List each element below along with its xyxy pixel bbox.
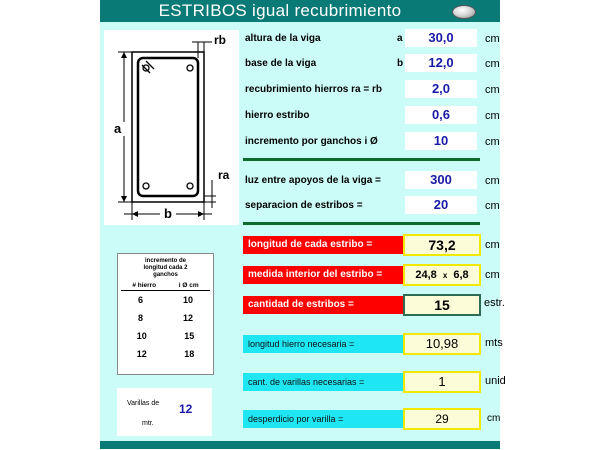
caption-line: longitud cada 2	[143, 265, 188, 271]
header-hierro: # hierro	[132, 282, 157, 289]
unit-cm: cm	[485, 269, 500, 281]
input-label-luz: luz entre apoyos de la viga =	[245, 175, 381, 186]
table-row	[118, 345, 213, 363]
label-a: a	[114, 121, 122, 136]
beam-section-diagram	[104, 30, 239, 225]
unit-unid: unid	[485, 375, 506, 387]
incremento-input[interactable]: 10	[405, 132, 477, 150]
luz-input[interactable]: 300	[405, 171, 477, 189]
unit-estr: estr.	[484, 297, 505, 309]
cell: 12	[136, 349, 147, 359]
cantidad-estribos-value: 15	[403, 294, 481, 316]
stirrup-drawing	[104, 30, 239, 225]
table-row	[118, 291, 213, 309]
varillas-length-input[interactable]: 12	[179, 402, 193, 416]
unit-mts: mts	[485, 337, 503, 349]
cell: 10	[136, 331, 147, 341]
caption-line: incremento de	[144, 258, 186, 264]
input-var-a: a	[397, 33, 403, 44]
result-label-cantidad: cantidad de estribos =	[243, 296, 403, 314]
recubrimiento-input[interactable]: 2,0	[405, 80, 477, 98]
unit-cm: cm	[485, 84, 500, 96]
hierro-estribo-input[interactable]: 0,6	[405, 106, 477, 124]
medida-b: 6,8	[453, 269, 469, 281]
divider-rule	[243, 158, 480, 161]
cell: 8	[137, 313, 143, 323]
separacion-input[interactable]: 20	[405, 196, 477, 214]
unit-cm: cm	[485, 239, 500, 251]
result-label-longitud-estribo: longitud de cada estribo =	[243, 236, 403, 254]
label-rb: rb	[214, 33, 226, 47]
bottom-bar	[100, 441, 500, 449]
cell: 15	[184, 331, 195, 341]
varillas-label: Varillas de	[127, 400, 160, 407]
cell: 10	[182, 295, 193, 305]
cell: 12	[182, 313, 193, 323]
header-incremento: i Ø cm	[178, 282, 199, 289]
input-label-recubrimiento: recubrimiento hierros ra = rb	[245, 84, 382, 95]
cell: 18	[184, 349, 195, 359]
increment-table	[117, 253, 214, 375]
beam-outline	[132, 52, 204, 202]
unit-cm: cm	[485, 136, 500, 148]
varillas-box	[117, 388, 212, 436]
times-sign: x	[442, 271, 448, 280]
result-label-medida-interior: medida interior del estribo =	[243, 266, 403, 284]
unit-cm: cm	[485, 200, 500, 212]
caption-line: ganchos	[153, 272, 178, 278]
longitud-estribo-value: 73,2	[403, 234, 481, 256]
label-b: b	[164, 206, 172, 221]
input-label-incremento: incremento por ganchos i Ø	[245, 136, 378, 147]
result-label-longitud-hierro: longitud hierro necesaria =	[243, 335, 403, 353]
medida-interior-value	[403, 264, 481, 286]
base-input[interactable]: 12,0	[405, 54, 477, 72]
result-label-cant-varillas: cant. de varillas necesarias =	[243, 373, 403, 391]
table-caption	[118, 258, 213, 279]
table-row	[118, 309, 213, 327]
altura-input[interactable]: 30,0	[405, 29, 477, 47]
page-title: ESTRIBOS igual recubrimiento	[158, 1, 402, 20]
input-var-b: b	[397, 58, 404, 69]
varillas-unit: mtr.	[142, 420, 154, 427]
cell: 6	[137, 295, 143, 305]
unit-cm: cm	[485, 33, 500, 45]
unit-cm: cm	[485, 58, 500, 70]
unit-cm: cm	[485, 110, 500, 122]
input-label-separacion: separacion de estribos =	[245, 200, 363, 211]
unit-cm: cm	[485, 175, 500, 187]
table-row	[118, 327, 213, 345]
oval-button[interactable]	[452, 5, 476, 19]
longitud-hierro-value: 10,98	[403, 333, 481, 355]
result-label-desperdicio: desperdicio por varilla =	[243, 410, 403, 428]
medida-a: 24,8	[415, 269, 437, 281]
cant-varillas-value: 1	[403, 371, 481, 393]
table-header	[121, 282, 210, 291]
divider-rule	[243, 222, 480, 225]
label-ra: ra	[218, 168, 230, 182]
input-label-base: base de la viga	[245, 58, 317, 69]
unit-cm: cm	[487, 413, 501, 424]
input-label-altura: altura de la viga	[245, 33, 321, 44]
desperdicio-value: 29	[403, 408, 481, 430]
input-label-hierro-estribo: hierro estribo	[245, 110, 310, 121]
